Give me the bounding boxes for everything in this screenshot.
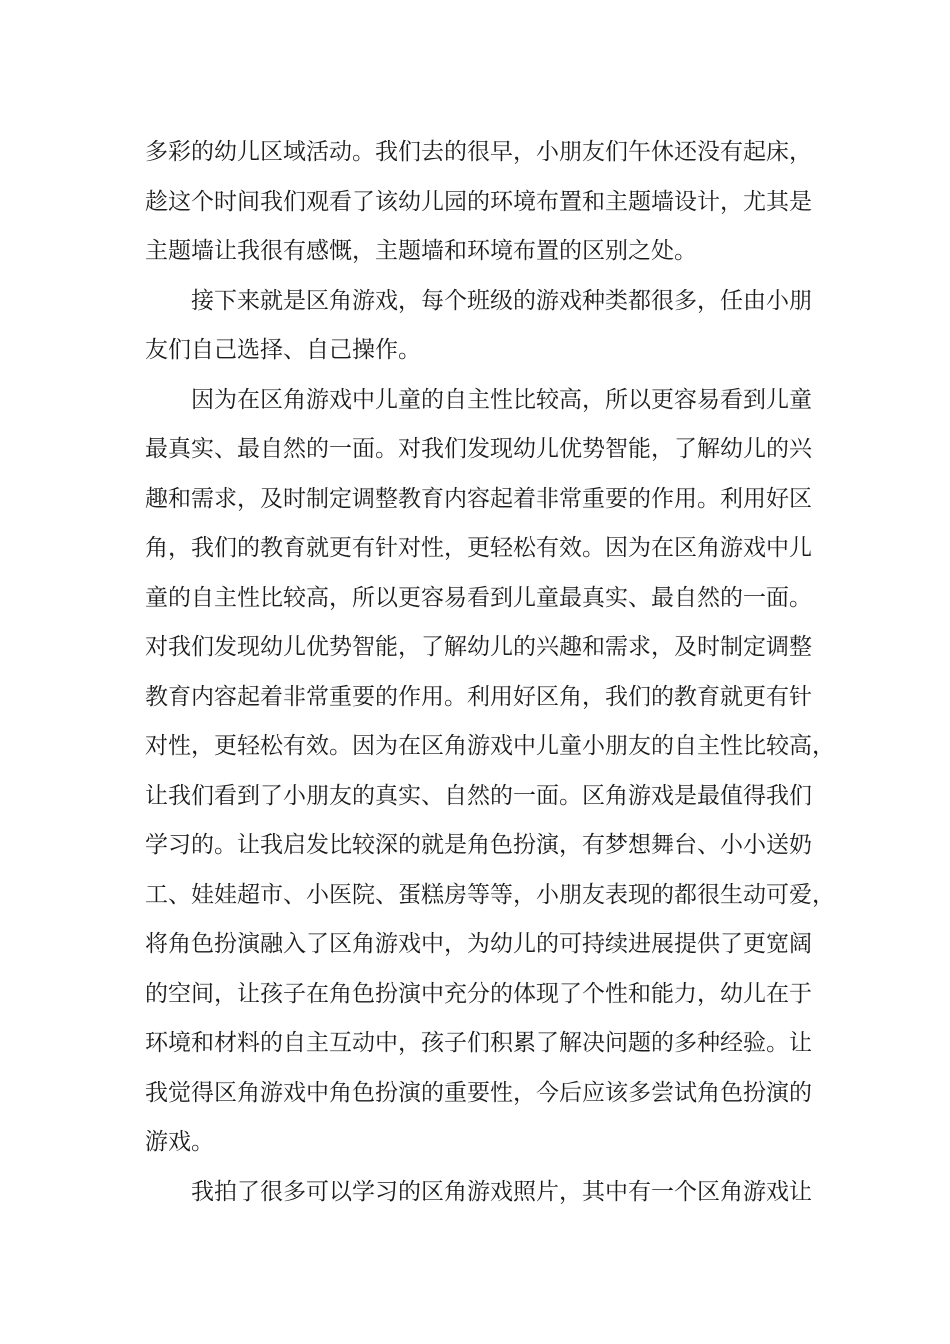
text-line: 的空间，让孩子在角色扮演中充分的体现了个性和能力，幼儿在于: [145, 980, 812, 1007]
text-line: 游戏。: [145, 1129, 214, 1155]
text-line: 将角色扮演融入了区角游戏中，为幼儿的可持续进展提供了更宽阔: [145, 931, 812, 957]
text-line: 童的自主性比较高，所以更容易看到儿童最真实、最自然的一面。: [145, 584, 812, 611]
text-line: 友们自己选择、自己操作。: [145, 337, 421, 363]
text-line: 主题墙让我很有感慨，主题墙和环境布置的区别之处。: [145, 238, 697, 264]
text-line: 学习的。让我启发比较深的就是角色扮演，有梦想舞台、小小送奶: [145, 832, 812, 858]
text-line: 我觉得区角游戏中角色扮演的重要性，今后应该多尝试角色扮演的: [145, 1079, 812, 1106]
text-line: 让我们看到了小朋友的真实、自然的一面。区角游戏是最值得我们: [145, 782, 812, 809]
document-body: [145, 128, 835, 1217]
text-line: 我拍了很多可以学习的区角游戏照片，其中有一个区角游戏让: [191, 1178, 812, 1205]
text-line: 趣和需求，及时制定调整教育内容起着非常重要的作用。利用好区: [145, 485, 812, 512]
text-line: 多彩的幼儿区域活动。我们去的很早，小朋友们午休还没有起床，: [145, 139, 812, 165]
text-line: 环境和材料的自主互动中，孩子们积累了解决问题的多种经验。让: [145, 1030, 812, 1056]
text-line: 最真实、最自然的一面。对我们发现幼儿优势智能，了解幼儿的兴: [145, 436, 812, 462]
text-line: 接下来就是区角游戏，每个班级的游戏种类都很多，任由小朋: [191, 287, 812, 314]
text-line: 角，我们的教育就更有针对性，更轻松有效。因为在区角游戏中儿: [145, 535, 812, 561]
text-line: 因为在区角游戏中儿童的自主性比较高，所以更容易看到儿童: [191, 386, 812, 413]
text-line: 工、娃娃超市、小医院、蛋糕房等等，小朋友表现的都很生动可爱，: [145, 881, 835, 908]
text-line: 趁这个时间我们观看了该幼儿园的环境布置和主题墙设计，尤其是: [145, 188, 812, 215]
text-line: 教育内容起着非常重要的作用。利用好区角，我们的教育就更有针: [145, 683, 812, 710]
text-line: 对性，更轻松有效。因为在区角游戏中儿童小朋友的自主性比较高，: [145, 733, 835, 759]
text-line: 对我们发现幼儿优势智能，了解幼儿的兴趣和需求，及时制定调整: [145, 634, 812, 660]
